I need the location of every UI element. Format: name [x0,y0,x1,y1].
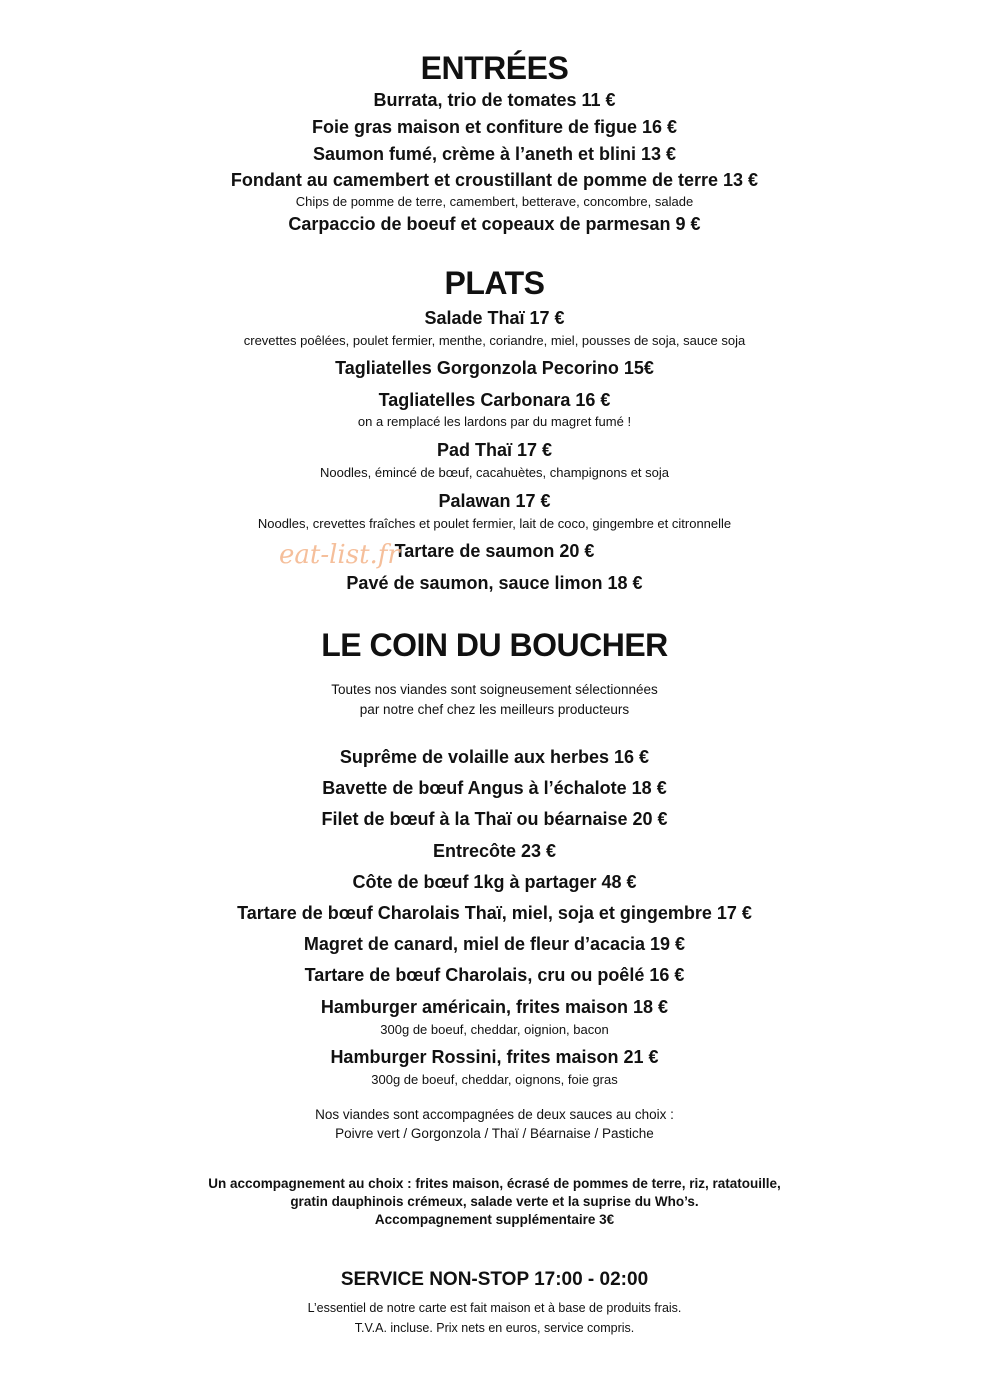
section-title-boucher: LE COIN DU BOUCHER [321,627,668,663]
menu-item-description: Noodles, émincé de bœuf, cacahuètes, champignons et soja [319,465,670,480]
sauces-note-line: Nos viandes sont accompagnées de deux sauces au choix : [315,1107,674,1122]
watermark-logo: eat-list.fr [279,540,400,570]
sauces-note-line: Poivre vert / Gorgonzola / Thaï / Béarnaise / Pastiche [335,1126,654,1141]
footer-line: T.V.A. incluse. Prix nets en euros, service compris. [354,1321,635,1335]
accompagnement-line: gratin dauphinois crémeux, salade verte et la suprise du Who’s. [290,1194,699,1209]
menu-item: Hamburger américain, frites maison 18 € [320,997,669,1017]
menu-item: Tartare de bœuf Charolais Thaï, miel, soja et gingembre 17 € [237,903,752,923]
accompagnement-line: Un accompagnement au choix : frites maison, écrasé de pommes de terre, riz, ratatouille, [208,1176,781,1191]
menu-item: Pad Thaï 17 € [436,440,553,460]
boucher-intro-line: par notre chef chez les meilleurs producteurs [359,702,630,717]
menu-item: Palawan 17 € [438,491,551,511]
menu-item: Fondant au camembert et croustillant de pomme de terre 13 € [230,170,759,190]
service-hours: SERVICE NON-STOP 17:00 - 02:00 [340,1269,649,1290]
menu-item: Tagliatelles Carbonara 16 € [378,390,611,410]
menu-item: Saumon fumé, crème à l’aneth et blini 13 € [312,144,677,164]
menu-item-description: crevettes poêlées, poulet fermier, menthe, coriandre, miel, pousses de soja, sauce soja [243,333,746,348]
menu-item: Tartare de saumon 20 € [394,541,595,561]
menu-item: Tagliatelles Gorgonzola Pecorino 15€ [335,358,654,378]
menu-item: Entrecôte 23 € [432,841,557,861]
menu-item: Suprême de volaille aux herbes 16 € [339,747,650,767]
menu-item: Bavette de bœuf Angus à l’échalote 18 € [322,778,667,798]
menu-item-description: 300g de boeuf, cheddar, oignons, foie gras [371,1072,618,1087]
menu-item: Burrata, trio de tomates 11 € [373,90,616,110]
section-title-entrees: ENTRÉES [420,50,569,86]
menu-item-description: Chips de pomme de terre, camembert, betterave, concombre, salade [295,194,694,209]
menu-item: Foie gras maison et confiture de figue 16 € [311,117,678,137]
menu-item: Hamburger Rossini, frites maison 21 € [330,1047,659,1067]
footer-line: L’essentiel de notre carte est fait maison et à base de produits frais. [307,1301,682,1315]
menu-item: Magret de canard, miel de fleur d’acacia 19 € [303,934,686,954]
menu-item: Tartare de bœuf Charolais, cru ou poêlé 16 € [304,965,685,985]
menu-item-description: 300g de boeuf, cheddar, oignion, bacon [380,1022,609,1037]
menu-item: Côte de bœuf 1kg à partager 48 € [352,872,637,892]
section-title-plats: PLATS [444,265,545,301]
accompagnement-line: Accompagnement supplémentaire 3€ [374,1212,615,1227]
menu-item: Filet de bœuf à la Thaï ou béarnaise 20 € [321,809,668,829]
menu-item-description: Noodles, crevettes fraîches et poulet fermier, lait de coco, gingembre et citronnelle [257,516,732,531]
menu-item: Salade Thaï 17 € [424,308,565,328]
menu-item-description: on a remplacé les lardons par du magret fumé ! [357,414,632,429]
menu-item: Pavé de saumon, sauce limon 18 € [346,573,643,593]
menu-item: Carpaccio de boeuf et copeaux de parmesan 9 € [288,214,701,234]
boucher-intro-line: Toutes nos viandes sont soigneusement sélectionnées [331,682,658,697]
